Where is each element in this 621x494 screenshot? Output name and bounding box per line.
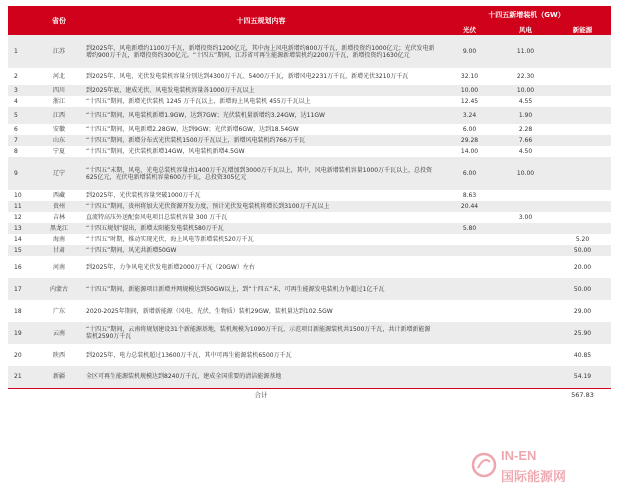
row-province: 新疆 — [38, 366, 80, 388]
row-content: “十四五”时期，推动实现光伏、海上风电等新增装机520万千瓦 — [80, 234, 442, 245]
in-en-logo-icon — [471, 452, 497, 478]
table-row — [8, 157, 611, 190]
header-content: 十四五规划内容 — [80, 6, 442, 35]
row-index: 9 — [8, 157, 38, 190]
row-pv-value — [442, 278, 497, 300]
row-pv-value: 8.63 — [442, 190, 497, 201]
row-province: 海南 — [38, 234, 80, 245]
row-content: “十四五”期间，新增光伏装机 1245 万千瓦以上，新增海上风电装机 455万千瓦以上 — [80, 96, 442, 107]
row-wind-value: 4.55 — [497, 96, 554, 107]
row-province: 宁夏 — [38, 146, 80, 157]
row-new-energy-value — [554, 135, 611, 146]
row-index: 7 — [8, 135, 38, 146]
row-wind-value — [497, 234, 554, 245]
row-pv-value: 6.00 — [442, 157, 497, 190]
row-index: 10 — [8, 190, 38, 201]
row-pv-value — [442, 256, 497, 278]
row-new-energy-value: 54.19 — [554, 366, 611, 388]
row-index: 19 — [8, 322, 38, 344]
row-pv-value: 14.00 — [442, 146, 497, 157]
row-province: 内蒙古 — [38, 278, 80, 300]
row-index: 18 — [8, 300, 38, 322]
total-row — [8, 388, 611, 402]
row-new-energy-value — [554, 212, 611, 223]
row-wind-value: 7.66 — [497, 135, 554, 146]
row-province: 甘肃 — [38, 245, 80, 256]
row-index: 1 — [8, 35, 38, 68]
row-content: “十四五”期间，新能源项目新增并网规模达到50GW以上，到“十四五”末，可再生能源发电装机力争超过1亿千瓦 — [80, 278, 442, 300]
row-province: 安徽 — [38, 124, 80, 135]
row-pv-value: 20.44 — [442, 201, 497, 212]
row-new-energy-value: 29.00 — [554, 300, 611, 322]
table-row — [8, 96, 611, 107]
table-row — [8, 278, 611, 300]
row-content: 全区可再生能源装机规模达到8240万千瓦，建成全国重要的清洁能源基地 — [80, 366, 442, 388]
row-content: 到2025年底，建成光伏、风电发电装机容量各1000万千瓦以上 — [80, 85, 442, 96]
total-spacer — [8, 388, 38, 402]
header-new-energy: 新能源 — [554, 24, 611, 35]
row-new-energy-value — [554, 35, 611, 68]
row-pv-value — [442, 344, 497, 366]
row-pv-value: 29.28 — [442, 135, 497, 146]
total-spacer — [442, 388, 497, 402]
header-province: 省份 — [38, 6, 80, 35]
row-wind-value — [497, 366, 554, 388]
row-pv-value: 3.24 — [442, 107, 497, 124]
row-content: “十四五规划”提出，新增太阳能发电装机580万千瓦 — [80, 223, 442, 234]
row-wind-value: 22.30 — [497, 68, 554, 85]
table-row — [8, 68, 611, 85]
row-province: 黑龙江 — [38, 223, 80, 234]
row-new-energy-value — [554, 85, 611, 96]
watermark-text-cn: 国际能源网 — [501, 469, 567, 484]
row-index: 3 — [8, 85, 38, 96]
row-pv-value — [442, 234, 497, 245]
table-row — [8, 35, 611, 68]
row-province: 贵州 — [38, 201, 80, 212]
row-content: 直流特高压外送配套风电项目总装机容量 300 万千瓦 — [80, 212, 442, 223]
row-province: 四川 — [38, 85, 80, 96]
row-province: 云南 — [38, 322, 80, 344]
row-new-energy-value: 5.20 — [554, 234, 611, 245]
row-wind-value — [497, 278, 554, 300]
row-content: “十四五”期间，新增分布式光伏装机1500万千瓦以上，新增风电装机约766万千瓦 — [80, 135, 442, 146]
row-content: “十四五”期间，贵州将加大光伏资源开发力度，预计光伏发电装机将增长到3100万千瓦以上 — [80, 201, 442, 212]
row-wind-value — [497, 201, 554, 212]
data-table-container — [8, 6, 611, 402]
row-pv-value: 5.80 — [442, 223, 497, 234]
table-body — [8, 35, 611, 402]
watermark — [471, 446, 611, 490]
row-pv-value — [442, 245, 497, 256]
table-row — [8, 201, 611, 212]
row-wind-value: 1.90 — [497, 107, 554, 124]
row-wind-value — [497, 190, 554, 201]
row-pv-value — [442, 366, 497, 388]
table-row — [8, 245, 611, 256]
row-wind-value: 2.28 — [497, 124, 554, 135]
table-row — [8, 344, 611, 366]
table-row — [8, 366, 611, 388]
header-index — [8, 6, 38, 35]
row-province: 陕西 — [38, 344, 80, 366]
table-row — [8, 223, 611, 234]
row-content: “十四五”期间，风电新增2.28GW，达到9GW；光伏新增6GW，达到18.54GW — [80, 124, 442, 135]
watermark-text-en: IN-EN — [501, 448, 537, 463]
row-wind-value: 3.00 — [497, 212, 554, 223]
row-province: 山东 — [38, 135, 80, 146]
row-wind-value — [497, 300, 554, 322]
row-pv-value: 9.00 — [442, 35, 497, 68]
total-value: 567.83 — [554, 388, 611, 402]
row-pv-value — [442, 300, 497, 322]
row-new-energy-value — [554, 146, 611, 157]
table-row — [8, 85, 611, 96]
row-new-energy-value: 25.90 — [554, 322, 611, 344]
table-row — [8, 234, 611, 245]
table-row — [8, 124, 611, 135]
row-index: 15 — [8, 245, 38, 256]
row-content: 到2025年，电力总装机超过13600万千瓦，其中可再生能源装机6500万千瓦 — [80, 344, 442, 366]
row-pv-value: 12.45 — [442, 96, 497, 107]
row-new-energy-value: 50.00 — [554, 245, 611, 256]
row-pv-value: 10.00 — [442, 85, 497, 96]
table-row — [8, 256, 611, 278]
row-content: 到2025年，光伏装机容量突破1000万千瓦 — [80, 190, 442, 201]
row-province: 辽宁 — [38, 157, 80, 190]
row-wind-value: 4.50 — [497, 146, 554, 157]
row-index: 11 — [8, 201, 38, 212]
row-province: 江西 — [38, 107, 80, 124]
row-new-energy-value — [554, 223, 611, 234]
row-province: 西藏 — [38, 190, 80, 201]
row-province: 河南 — [38, 256, 80, 278]
header-capacity-group: 十四五新增装机（GW） — [442, 6, 611, 24]
row-pv-value — [442, 322, 497, 344]
table-row — [8, 107, 611, 124]
row-province: 江苏 — [38, 35, 80, 68]
row-wind-value: 10.00 — [497, 157, 554, 190]
row-index: 21 — [8, 366, 38, 388]
row-index: 5 — [8, 107, 38, 124]
row-wind-value: 10.00 — [497, 85, 554, 96]
row-new-energy-value — [554, 107, 611, 124]
row-pv-value: 6.00 — [442, 124, 497, 135]
row-wind-value — [497, 256, 554, 278]
table-row — [8, 212, 611, 223]
row-new-energy-value: 50.00 — [554, 278, 611, 300]
row-province: 浙江 — [38, 96, 80, 107]
row-wind-value — [497, 344, 554, 366]
table-row — [8, 300, 611, 322]
row-content: “十四五”期间，风电装机新增1.9GW，达到7GW；光伏装机量新增约3.24GW，达11GW — [80, 107, 442, 124]
row-content: “十四五”期间，风光共新增50GW — [80, 245, 442, 256]
row-index: 2 — [8, 68, 38, 85]
row-wind-value — [497, 223, 554, 234]
row-new-energy-value — [554, 190, 611, 201]
row-content: 2020-2025年期间，新增新能源（风电、光伏、生物质）装机29GW，装机量达到102.5GW — [80, 300, 442, 322]
row-new-energy-value: 40.85 — [554, 344, 611, 366]
table-row — [8, 146, 611, 157]
row-content: “十四五”期间，云南将规划建设31个新能源基地，装机规模为1090万千瓦，示范项目新能源装机共1500万千瓦，共计新增新能源装机2590万千瓦 — [80, 322, 442, 344]
row-new-energy-value — [554, 124, 611, 135]
total-spacer — [497, 388, 554, 402]
row-province: 吉林 — [38, 212, 80, 223]
header-wind: 风电 — [497, 24, 554, 35]
total-label: 合计 — [80, 388, 442, 402]
header-pv: 光伏 — [442, 24, 497, 35]
row-content: 到2025年，风电新增约1100万千瓦，新增投资约1200亿元，其中海上风电新增约800万千瓦，新增投资约1000亿元；光伏发电新增约900万千瓦，新增投资约300亿元。“十四五”期间，江苏省可再生能源新增装机约2200万千瓦，新增投资约1630亿元 — [80, 35, 442, 68]
row-index: 12 — [8, 212, 38, 223]
row-pv-value: 32.10 — [442, 68, 497, 85]
row-wind-value — [497, 322, 554, 344]
row-new-energy-value: 20.00 — [554, 256, 611, 278]
total-spacer — [38, 388, 80, 402]
row-wind-value — [497, 245, 554, 256]
row-content: “十四五”期间，光伏装机新增14GW，风电装机新增4.5GW — [80, 146, 442, 157]
table-row — [8, 322, 611, 344]
row-index: 14 — [8, 234, 38, 245]
row-content: 到2025年，力争风电光伏发电新增2000万千瓦（20GW）左右 — [80, 256, 442, 278]
province-plan-table — [8, 6, 611, 402]
row-wind-value: 11.00 — [497, 35, 554, 68]
row-index: 17 — [8, 278, 38, 300]
row-new-energy-value — [554, 96, 611, 107]
table-row — [8, 135, 611, 146]
row-index: 6 — [8, 124, 38, 135]
row-index: 16 — [8, 256, 38, 278]
table-row — [8, 190, 611, 201]
row-pv-value — [442, 212, 497, 223]
row-index: 20 — [8, 344, 38, 366]
row-new-energy-value — [554, 157, 611, 190]
row-content: 到2025年，风电、光伏发电装机容量分别达到4300万千瓦、5400万千瓦，新增风电2231万千瓦，新增光伏3210万千瓦 — [80, 68, 442, 85]
row-index: 8 — [8, 146, 38, 157]
row-content: “十四五”末期，风电、光电总装机容量由1400万千瓦增加到3000万千瓦以上，其中，风电新增装机容量1000万千瓦以上，总投资625亿元，光伏电新增装机容量600万千瓦，总投资305亿元 — [80, 157, 442, 190]
row-index: 13 — [8, 223, 38, 234]
row-new-energy-value — [554, 201, 611, 212]
row-province: 河北 — [38, 68, 80, 85]
row-new-energy-value — [554, 68, 611, 85]
row-province: 广东 — [38, 300, 80, 322]
row-index: 4 — [8, 96, 38, 107]
